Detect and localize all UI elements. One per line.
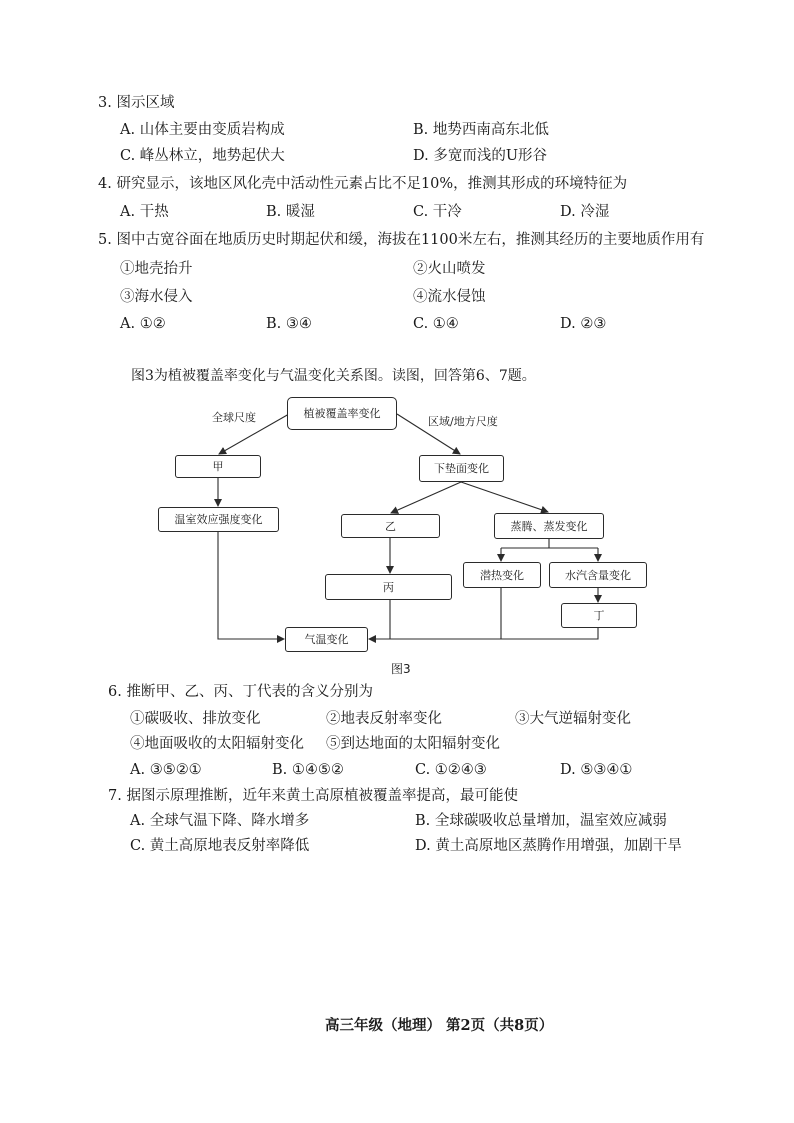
q5-option-a: A. ①② [120, 316, 166, 332]
q5-item-4: ④流水侵蚀 [413, 289, 486, 305]
q7-stem: 7. 据图示原理推断，近年来黄土高原植被覆盖率提高，最可能使 [108, 788, 518, 804]
q3-option-b: B. 地势西南高东北低 [413, 122, 549, 138]
q5-item-3: ③海水侵入 [120, 289, 193, 305]
q6-item-5: ⑤到达地面的太阳辐射变化 [326, 736, 500, 752]
q7-option-b: B. 全球碳吸收总量增加，温室效应减弱 [415, 813, 667, 829]
node-underlying-surface: 下垫面变化 [419, 455, 504, 482]
q6-item-1: ①碳吸收、排放变化 [130, 711, 261, 727]
line-transpiration-split [501, 539, 598, 548]
q3-option-d: D. 多宽而浅的U形谷 [413, 148, 548, 164]
q7-option-d: D. 黄土高原地区蒸腾作用增强，加剧干旱 [415, 838, 682, 854]
q6-option-d: D. ⑤③④① [560, 762, 633, 778]
node-temperature: 气温变化 [285, 627, 368, 652]
q4-option-c: C. 干冷 [413, 204, 462, 220]
q7-option-c: C. 黄土高原地表反射率降低 [130, 838, 310, 854]
q6-item-4: ④地面吸收的太阳辐射变化 [130, 736, 304, 752]
node-bing: 丙 [325, 574, 452, 600]
q4-option-d: D. 冷湿 [560, 204, 610, 220]
node-greenhouse-effect: 温室效应强度变化 [158, 507, 279, 532]
node-ding: 丁 [561, 603, 637, 628]
q6-option-a: A. ③⑤②① [130, 762, 202, 778]
q3-stem: 3. 图示区域 [98, 95, 175, 111]
node-jia: 甲 [175, 455, 261, 478]
arrow-ding-to-temperature [369, 628, 598, 639]
arrow-underlying-to-yi [391, 482, 461, 513]
arrow-greenhouse-to-temperature [218, 532, 284, 639]
q6-option-b: B. ①④⑤② [272, 762, 344, 778]
q5-item-1: ①地壳抬升 [120, 261, 193, 277]
q6-item-3: ③大气逆辐射变化 [515, 711, 631, 727]
q5-option-d: D. ②③ [560, 316, 607, 332]
label-global-scale: 全球尺度 [212, 411, 256, 424]
q6-item-2: ②地表反射率变化 [326, 711, 442, 727]
node-transpiration: 蒸腾、蒸发变化 [494, 513, 604, 539]
node-latent-heat: 潜热变化 [463, 562, 541, 588]
label-regional-scale: 区域/地方尺度 [428, 415, 498, 428]
q4-option-b: B. 暖湿 [266, 204, 315, 220]
node-water-vapor: 水汽含量变化 [549, 562, 647, 588]
q4-stem: 4. 研究显示，该地区风化壳中活动性元素占比不足10%，推测其形成的环境特征为 [98, 176, 628, 192]
q5-option-c: C. ①④ [413, 316, 459, 332]
node-vegetation-coverage: 植被覆盖率变化 [287, 397, 397, 430]
figure-caption: 图3 [391, 662, 411, 676]
arrow-underlying-to-transpiration [461, 482, 548, 512]
page-footer: 高三年级（地理） 第2页（共8页） [325, 1017, 554, 1034]
q3-option-c: C. 峰丛林立，地势起伏大 [120, 148, 285, 164]
q4-option-a: A. 干热 [120, 204, 169, 220]
q5-option-b: B. ③④ [266, 316, 312, 332]
q3-option-a: A. 山体主要由变质岩构成 [120, 122, 285, 138]
node-yi: 乙 [341, 514, 440, 538]
figure-intro: 图3为植被覆盖率变化与气温变化关系图。读图，回答第6、7题。 [131, 368, 536, 384]
q5-item-2: ②火山喷发 [413, 261, 486, 277]
q6-stem: 6. 推断甲、乙、丙、丁代表的含义分别为 [108, 684, 373, 700]
q7-option-a: A. 全球气温下降、降水增多 [130, 813, 310, 829]
q5-stem: 5. 图中古宽谷面在地质历史时期起伏和缓，海拔在1100米左右，推测其经历的主要地质作用有 [98, 232, 705, 248]
q6-option-c: C. ①②④③ [415, 762, 487, 778]
